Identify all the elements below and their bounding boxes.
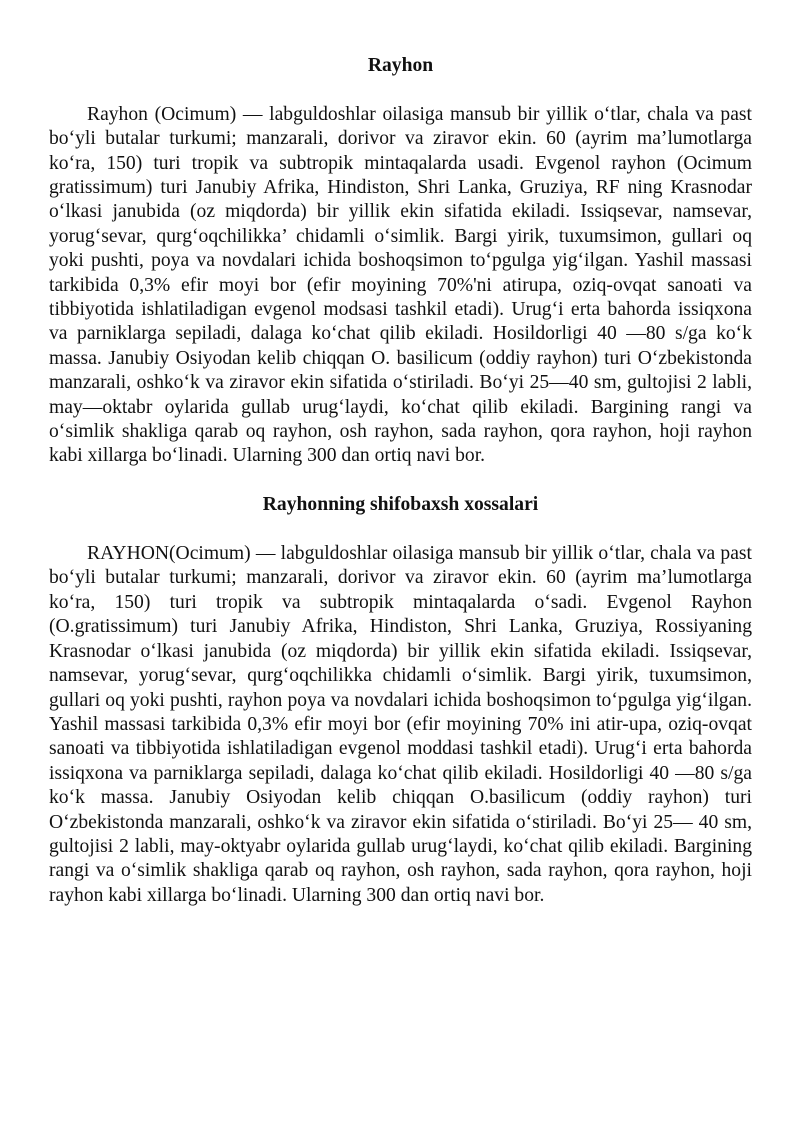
spacer: [49, 469, 752, 493]
section-paragraph: RAYHON(Ocimum) — labguldoshlar oilasiga mansub bir yillik o‘tlar, chala va past bo‘yli butalar turkumi; manzarali, dorivor va ziravor ekin. 60 (ayrim ma’lumotlarga ko‘ra, 150) turi tropik va subtropik mintaqalarda o‘sadi. Evgenol Rayhon (O.gratissimum) turi Janubiy Afrika, Hindiston, Shri Lanka, Gruziya, Rossiyaning Krasnodar o‘lkasi janubida (oz miqdorda) bir yillik ekin sifatida ekiladi. Issiqsevar, namsevar, yorug‘sevar, qurg‘oqchilikka chidamli o‘simlik. Bargi yirik, tuxumsimon, gullari oq yoki pushti, rayhon poya va novdalari ichida boshoqsimon to‘pgulga yig‘ilgan. Yashil massasi tarkibida 0,3% efir moyi bor (efir moyining 70% ini atir-upa, oziq-ovqat sanoati va tibbiyotida ishlatiladigan evgenol moddasi tashkil etadi). Urug‘i erta bahorda issiqxona va parniklarga sepiladi, dalaga ko‘chat qilib ekiladi. Hosildorligi 40 —80 s/ga ko‘k massa. Janubiy Osiyodan kelib chiqqan O.basilicum (oddiy rayhon) turi O‘zbekistonda manzarali, oshko‘k va ziravor ekin sifatida o‘stiriladi. Bo‘yi 25— 40 sm, gultojisi 2 labli, may-oktyabr oylarida gullab urug‘laydi, ko‘chat qilib ekiladi. Bargining rangi va o‘simlik shakliga qarab oq rayhon, osh rayhon, sada rayhon, qora rayhon, hoji rayhon kabi xillarga bo‘linadi. Ularning 300 dan ortiq navi bor.: [49, 543, 752, 906]
document-page: [49, 54, 752, 908]
spacer: [49, 518, 752, 542]
section-title: Rayhonning shifobaxsh xossalari: [262, 494, 539, 516]
section-title: Rayhon: [367, 55, 434, 76]
spacer: [49, 78, 752, 102]
section-shifobaxsh-xossalari: [49, 493, 752, 908]
section-paragraph: Rayhon (Ocimum) — labguldoshlar oilasiga mansub bir yillik o‘tlar, chala va past bo‘yli butalar turkumi; manzarali, dorivor va ziravor ekin. 60 (ayrim ma’lumotlarga ko‘ra, 150) turi tropik va subtropik mintaqalarda usadi. Evgenol rayhon (Ocimum gratissimum) turi Janubiy Afrika, Hindiston, Shri Lanka, Gruziya, RF ning Krasnodar o‘lkasi janubida (oz miqdorda) bir yillik ekin sifatida ekiladi. Issiqsevar, namsevar, yorug‘sevar, qurg‘oqchilikka’ chidamli o‘simlik. Bargi yirik, tuxumsimon, gullari oq yoki pushti, poya va novdalari ichida boshoqsimon to‘pgulga yig‘ilgan. Yashil massasi tarkibida 0,3% efir moyi bor (efir moyining 70%'ni atirupa, oziq-ovqat sanoati va tibbiyotida ishlatiladigan evgenol modsasi tashkil etadi). Urug‘i erta bahorda issiqxona va parniklarga sepiladi, dalaga ko‘chat qilib ekiladi. Hosildorligi 40 —80 s/ga ko‘k massa. Janubiy Osiyodan kelib chiqqan O. basilicum (oddiy rayhon) turi O‘zbekistonda manzarali, oshko‘k va ziravor ekin sifatida o‘stiriladi. Bo‘yi 25—40 sm, gultojisi 2 labli, may—oktabr oylarida gullab urug‘laydi, ko‘chat qilib ekiladi. Bargining rangi va o‘simlik shakliga qarab oq rayhon, osh rayhon, sada rayhon, qora rayhon, hoji rayhon kabi xillarga bo‘linadi. Ularning 300 dan ortiq navi bor.: [49, 103, 752, 467]
section-rayhon: [49, 54, 752, 469]
